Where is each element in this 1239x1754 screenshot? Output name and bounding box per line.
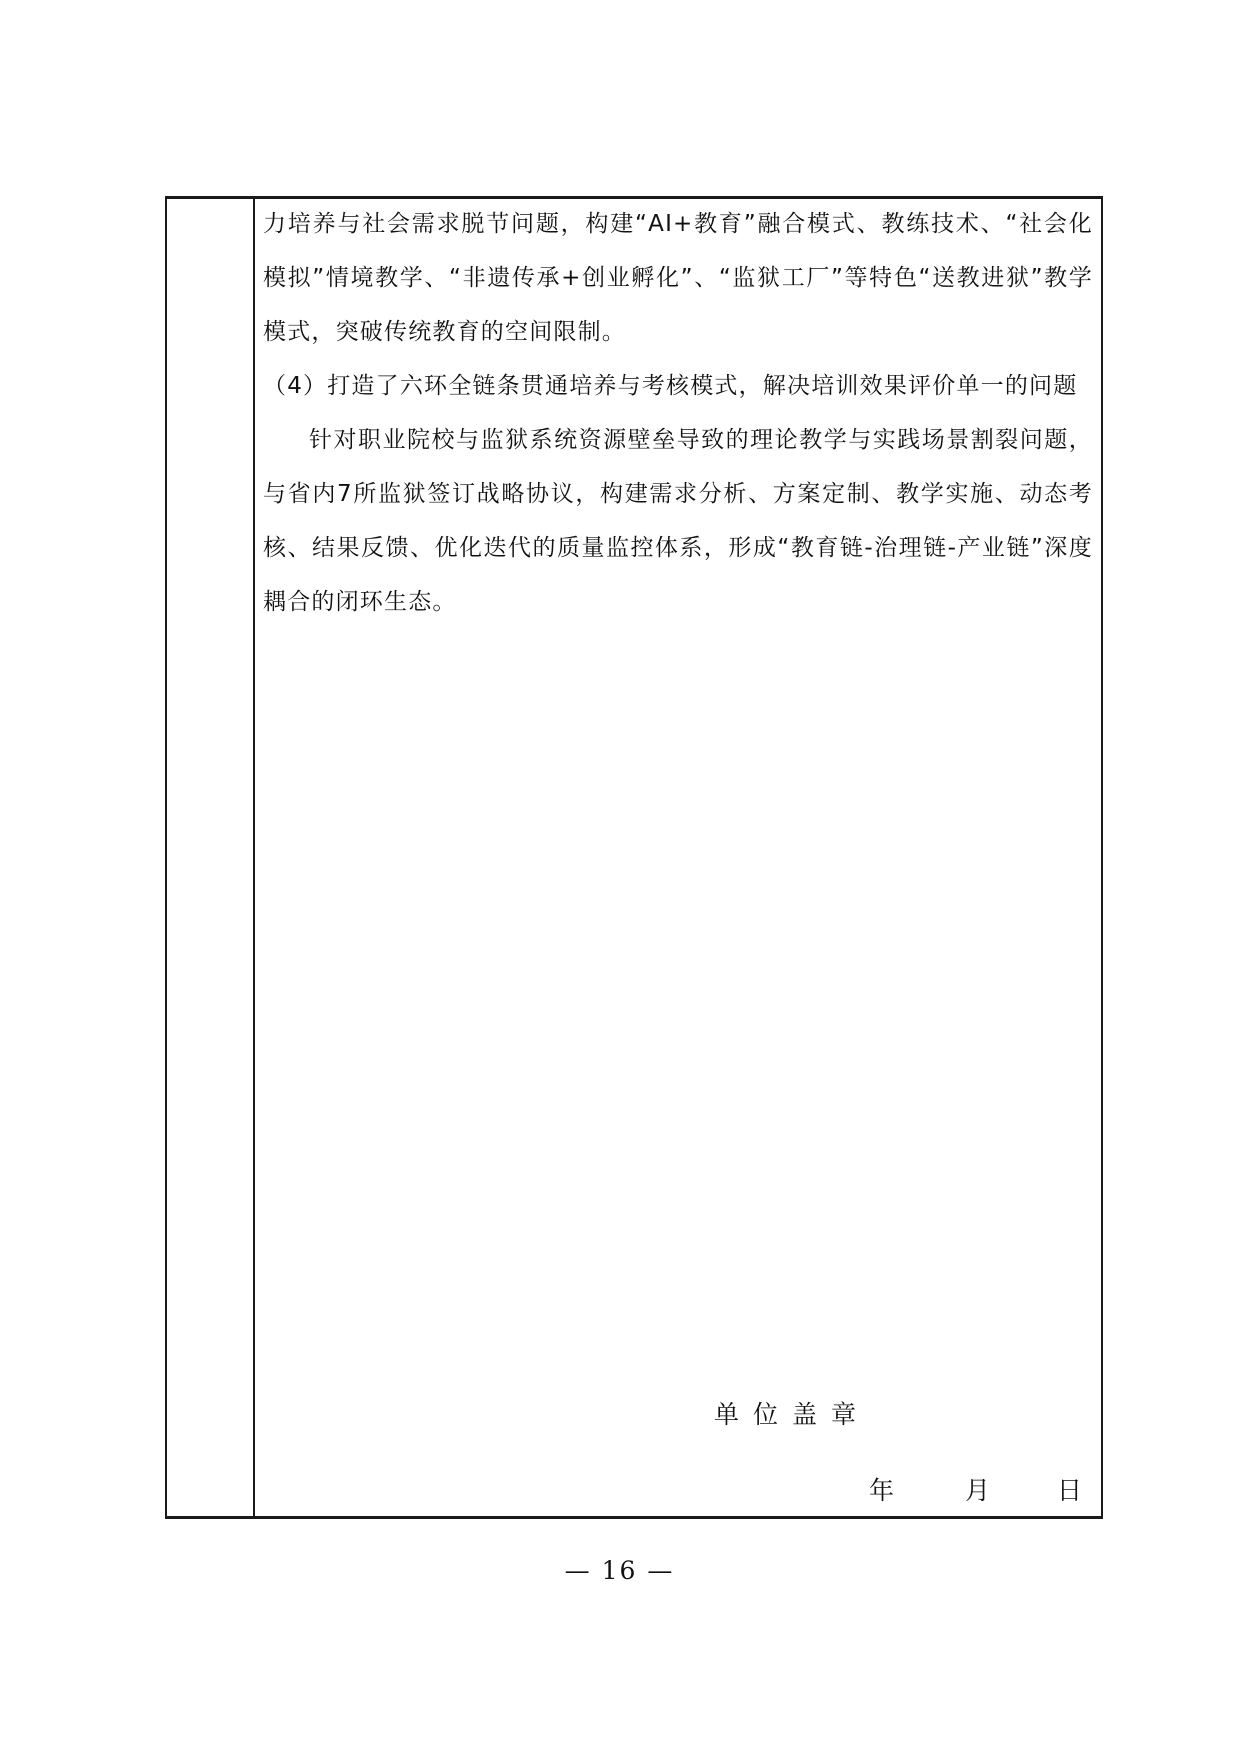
unit-seal-label: 单位盖章 bbox=[714, 1400, 871, 1429]
month-label: 月 bbox=[965, 1476, 991, 1505]
section-heading-4: （4）打造了六环全链条贯通培养与考核模式，解决培训效果评价单一的问题 bbox=[263, 373, 1078, 399]
day-label: 日 bbox=[1057, 1476, 1083, 1505]
content-cell bbox=[263, 199, 1093, 629]
page-number: — 16 — bbox=[564, 1556, 675, 1585]
paragraph-continuation: 力培养与社会需求脱节问题，构建“AI+教育”融合模式、教练技术、“社会化模拟”情境教学、“非遗传承+创业孵化”、“监狱工厂”等特色“送教进狱”教学模式，突破传统教育的空间限制。 bbox=[263, 211, 1093, 345]
date-row bbox=[869, 1471, 1083, 1507]
form-table bbox=[165, 196, 1103, 1519]
column-divider bbox=[253, 199, 255, 1516]
year-label: 年 bbox=[869, 1476, 895, 1505]
paragraph-body: 针对职业院校与监狱系统资源壁垒导致的理论教学与实践场景割裂问题，与省内7所监狱签订战略协议，构建需求分析、方案定制、教学实施、动态考核、结果反馈、优化迭代的质量监控体系，形成“教育链-治理链-产业链”深度耦合的闭环生态。 bbox=[263, 427, 1093, 615]
